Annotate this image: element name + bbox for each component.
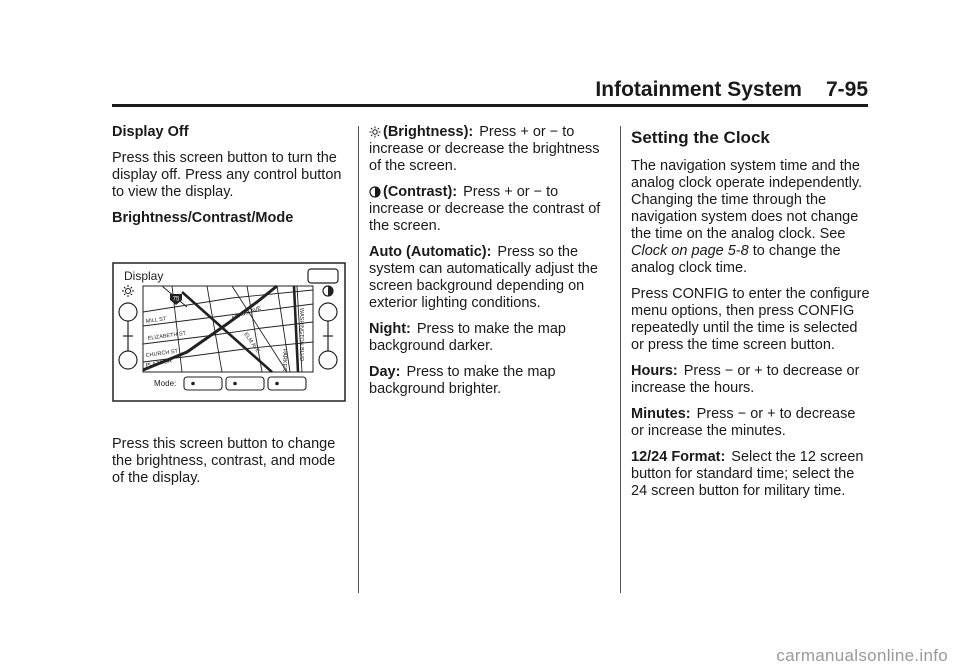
figure-title: Display: [124, 269, 164, 283]
svg-text:MILL ST: MILL ST: [145, 316, 167, 325]
night-entry: [369, 321, 609, 355]
setting-clock-heading: Setting the Clock: [631, 128, 770, 147]
brightness-entry: [369, 124, 609, 175]
svg-text:ELM AVE: ELM AVE: [242, 331, 261, 355]
watermark: carmanualsonline.info: [776, 646, 948, 665]
after-figure-text: Press this screen button to change the brightness, contrast, and mode of the display.: [112, 436, 336, 486]
clock-intro: [631, 158, 871, 277]
auto-text: Press so the system can automatically adjust the screen background depending on exterior lighting conditions.: [369, 244, 598, 311]
sun-icon: [369, 126, 381, 138]
minutes-text: Press − or + to decrease or increase the minutes.: [631, 406, 856, 439]
svg-text:ADAMS AVE: ADAMS AVE: [230, 305, 263, 322]
figure-brightness-up-button: [119, 303, 137, 321]
figure-mode-label: Mode:: [154, 379, 177, 388]
brightness-label: (Brightness):: [383, 124, 474, 140]
column-2: [369, 124, 609, 407]
brightness-text: Press + or − to increase or decrease the brightness of the screen.: [369, 124, 600, 174]
auto-entry: [369, 244, 609, 312]
display-off-text: Press this screen button to turn the display off. Press any control button to view the display.: [112, 150, 342, 200]
page-header: [595, 78, 868, 102]
page-number: 7-95: [825, 78, 868, 101]
figure-contrast-icon: [323, 286, 333, 296]
svg-text:75: 75: [172, 296, 180, 303]
svg-text:CHURCH ST: CHURCH ST: [145, 348, 179, 359]
hours-label: Hours:: [631, 363, 678, 379]
hours-entry: [631, 363, 871, 397]
svg-text:PARKER: PARKER: [281, 349, 287, 372]
figure-top-button: [308, 269, 338, 283]
brightness-contrast-mode-heading: Brightness/Contrast/Mode: [112, 210, 294, 226]
column-3: [631, 124, 871, 509]
night-text: Press to make the map background darker.: [369, 321, 566, 354]
day-text: Press to make the map background brighter.: [369, 364, 556, 397]
svg-text:WASHINGTON BLVD: WASHINGTON BLVD: [298, 308, 304, 362]
figure-brightness-down-button: [119, 351, 137, 369]
format-label: 12/24 Format:: [631, 449, 726, 465]
auto-label: Auto (Automatic):: [369, 244, 492, 260]
contrast-label: (Contrast):: [383, 184, 458, 200]
column-1: [112, 124, 344, 236]
hours-text: Press − or + to decrease or increase the hours.: [631, 363, 860, 396]
svg-text:ELIZABETH ST: ELIZABETH ST: [147, 330, 187, 342]
clock-page-link[interactable]: Clock on page 5‑8: [631, 243, 749, 259]
figure-contrast-up-button: [319, 303, 337, 321]
column-divider: [358, 126, 359, 593]
format-text: Select the 12 screen button for standard time; select the 24 screen button for military time.: [631, 449, 864, 499]
svg-text:PLAZA DR: PLAZA DR: [145, 358, 173, 369]
figure-mode-buttons: [184, 377, 306, 390]
day-entry: [369, 364, 609, 398]
day-label: Day:: [369, 364, 401, 380]
column-1-lower: [112, 436, 344, 496]
minutes-entry: [631, 406, 871, 440]
display-settings-figure: [112, 262, 346, 402]
contrast-icon: [369, 186, 381, 198]
figure-map: [143, 286, 313, 372]
clock-intro-end: to change the analog clock time.: [631, 243, 841, 276]
section-title: Infotainment System: [595, 78, 802, 101]
header-rule: [112, 104, 868, 107]
minutes-label: Minutes:: [631, 406, 691, 422]
contrast-text: Press + or − to increase or decrease the contrast of the screen.: [369, 184, 601, 234]
contrast-entry: [369, 184, 609, 235]
clock-intro-text: The navigation system time and the analog clock operate independently. Changing the time through the navigation system does not change the time on the analog clock. See: [631, 158, 863, 242]
figure-contrast-down-button: [319, 351, 337, 369]
display-off-heading: Display Off: [112, 124, 189, 140]
format-entry: [631, 449, 871, 500]
column-divider: [620, 126, 621, 593]
night-label: Night:: [369, 321, 411, 337]
config-text: Press CONFIG to enter the configure menu options, then press CONFIG repeatedly until the time is selected or press the time screen button.: [631, 286, 870, 353]
